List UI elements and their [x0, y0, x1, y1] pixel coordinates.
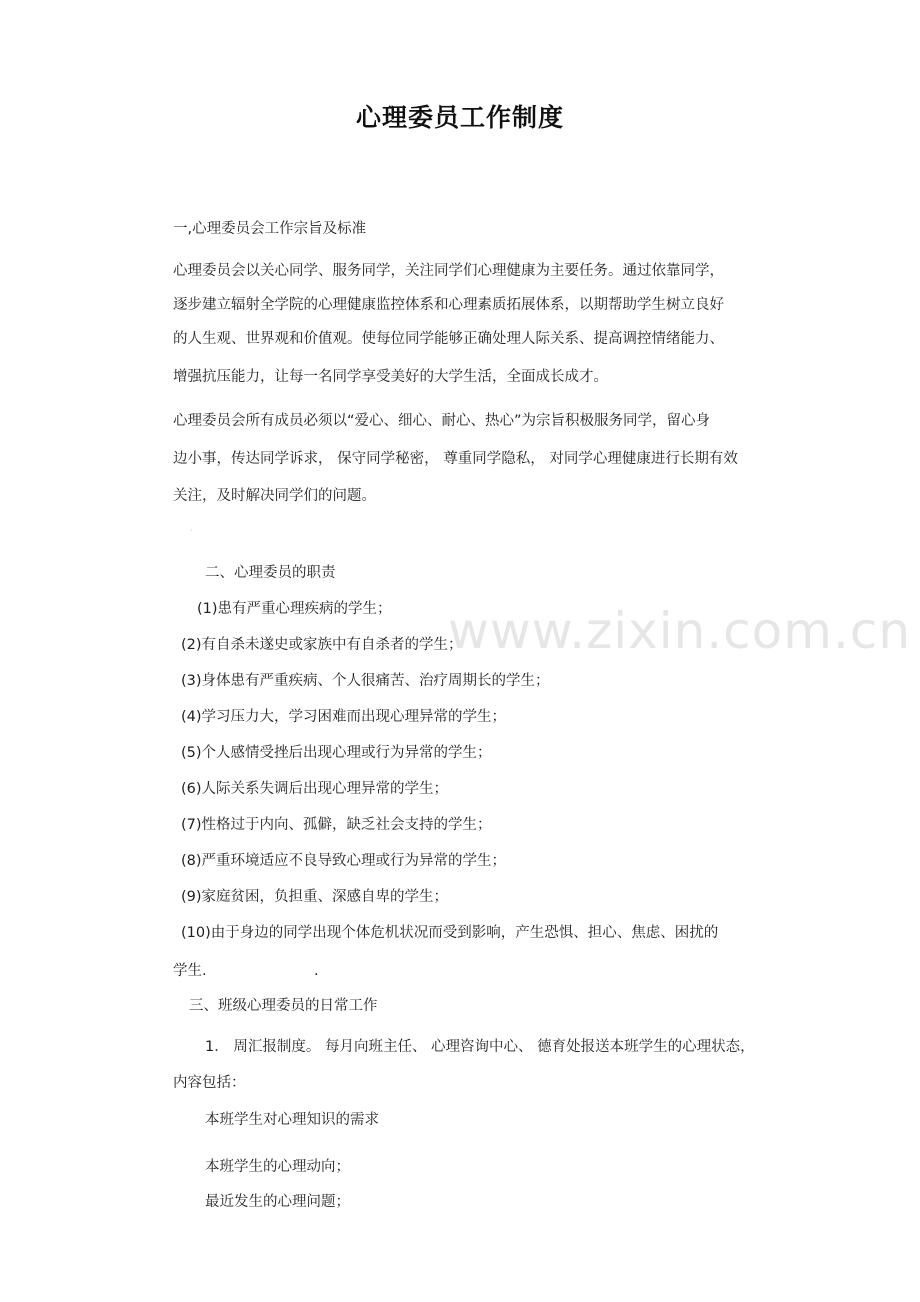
section3-point1-line: 内容包括：	[173, 1075, 246, 1091]
section1-para1-line: 逐步建立辐射全学院的心理健康监控体系和心理素质拓展体系，以期帮助学生树立良好	[173, 297, 724, 313]
duty-item: (9)家庭贫困，负担重、深感自卑的学生；	[181, 889, 449, 905]
duty-item: (1)患有严重心理疾病的学生；	[197, 601, 392, 617]
duty-item: (7)性格过于内向、孤僻，缺乏社会支持的学生；	[181, 817, 492, 833]
section1-para1-line: 心理委员会以关心同学、服务同学，关注同学们心理健康为主要任务。通过依靠同学，	[173, 263, 724, 279]
duty-item-continuation: 学生.	[173, 963, 207, 979]
duty-item-trailing-dot: .	[314, 963, 319, 979]
duty-item: (10)由于身边的同学出现个体危机状况而受到影响，产生恐惧、担心、焦虑、困扰的	[181, 925, 719, 941]
report-item: 本班学生的心理动向；	[205, 1159, 350, 1175]
section1-para2-line: 关注，及时解决同学们的问题。	[173, 488, 376, 504]
duty-item: (2)有自杀未遂史或家族中有自杀者的学生；	[181, 637, 463, 653]
watermark: www.zixin.com.cn	[448, 602, 912, 660]
duty-item: (5)个人感情受挫后出现心理或行为异常的学生；	[181, 745, 492, 761]
duty-item: (6)人际关系失调后出现心理异常的学生；	[181, 781, 449, 797]
page-title: 心理委员工作制度	[355, 103, 564, 132]
section1-para1-line: 增强抗压能力，让每一名同学享受美好的大学生活，全面成长成才。	[173, 369, 608, 385]
duty-item: (4)学习压力大，学习困难而出现心理异常的学生；	[181, 709, 507, 725]
duty-item: (3)身体患有严重疾病、个人很痛苦、治疗周期长的学生；	[181, 673, 550, 689]
stray-mark: ·	[190, 526, 193, 535]
section1-para2-line: 边小事，传达同学诉求， 保守同学秘密， 尊重同学隐私， 对同学心理健康进行长期有效	[173, 451, 738, 467]
section2-heading: 二、心理委员的职责	[205, 565, 336, 581]
section3-heading: 三、班级心理委员的日常工作	[189, 998, 378, 1014]
duty-item: (8)严重环境适应不良导致心理或行为异常的学生；	[181, 853, 507, 869]
report-item: 本班学生对心理知识的需求	[205, 1112, 379, 1128]
section3-point1-line: 1． 周汇报制度。 每月向班主任、 心理咨询中心、 德育处报送本班学生的心理状态，	[205, 1039, 755, 1055]
report-item: 最近发生的心理问题；	[205, 1194, 350, 1210]
section1-heading: 一,心理委员会工作宗旨及标准	[173, 221, 367, 237]
section1-para1-line: 的人生观、世界观和价值观。使每位同学能够正确处理人际关系、提高调控情绪能力、	[173, 331, 724, 347]
section1-para2-line: 心理委员会所有成员必须以“爱心、细心、耐心、热心”为宗旨积极服务同学，留心身	[173, 413, 711, 429]
